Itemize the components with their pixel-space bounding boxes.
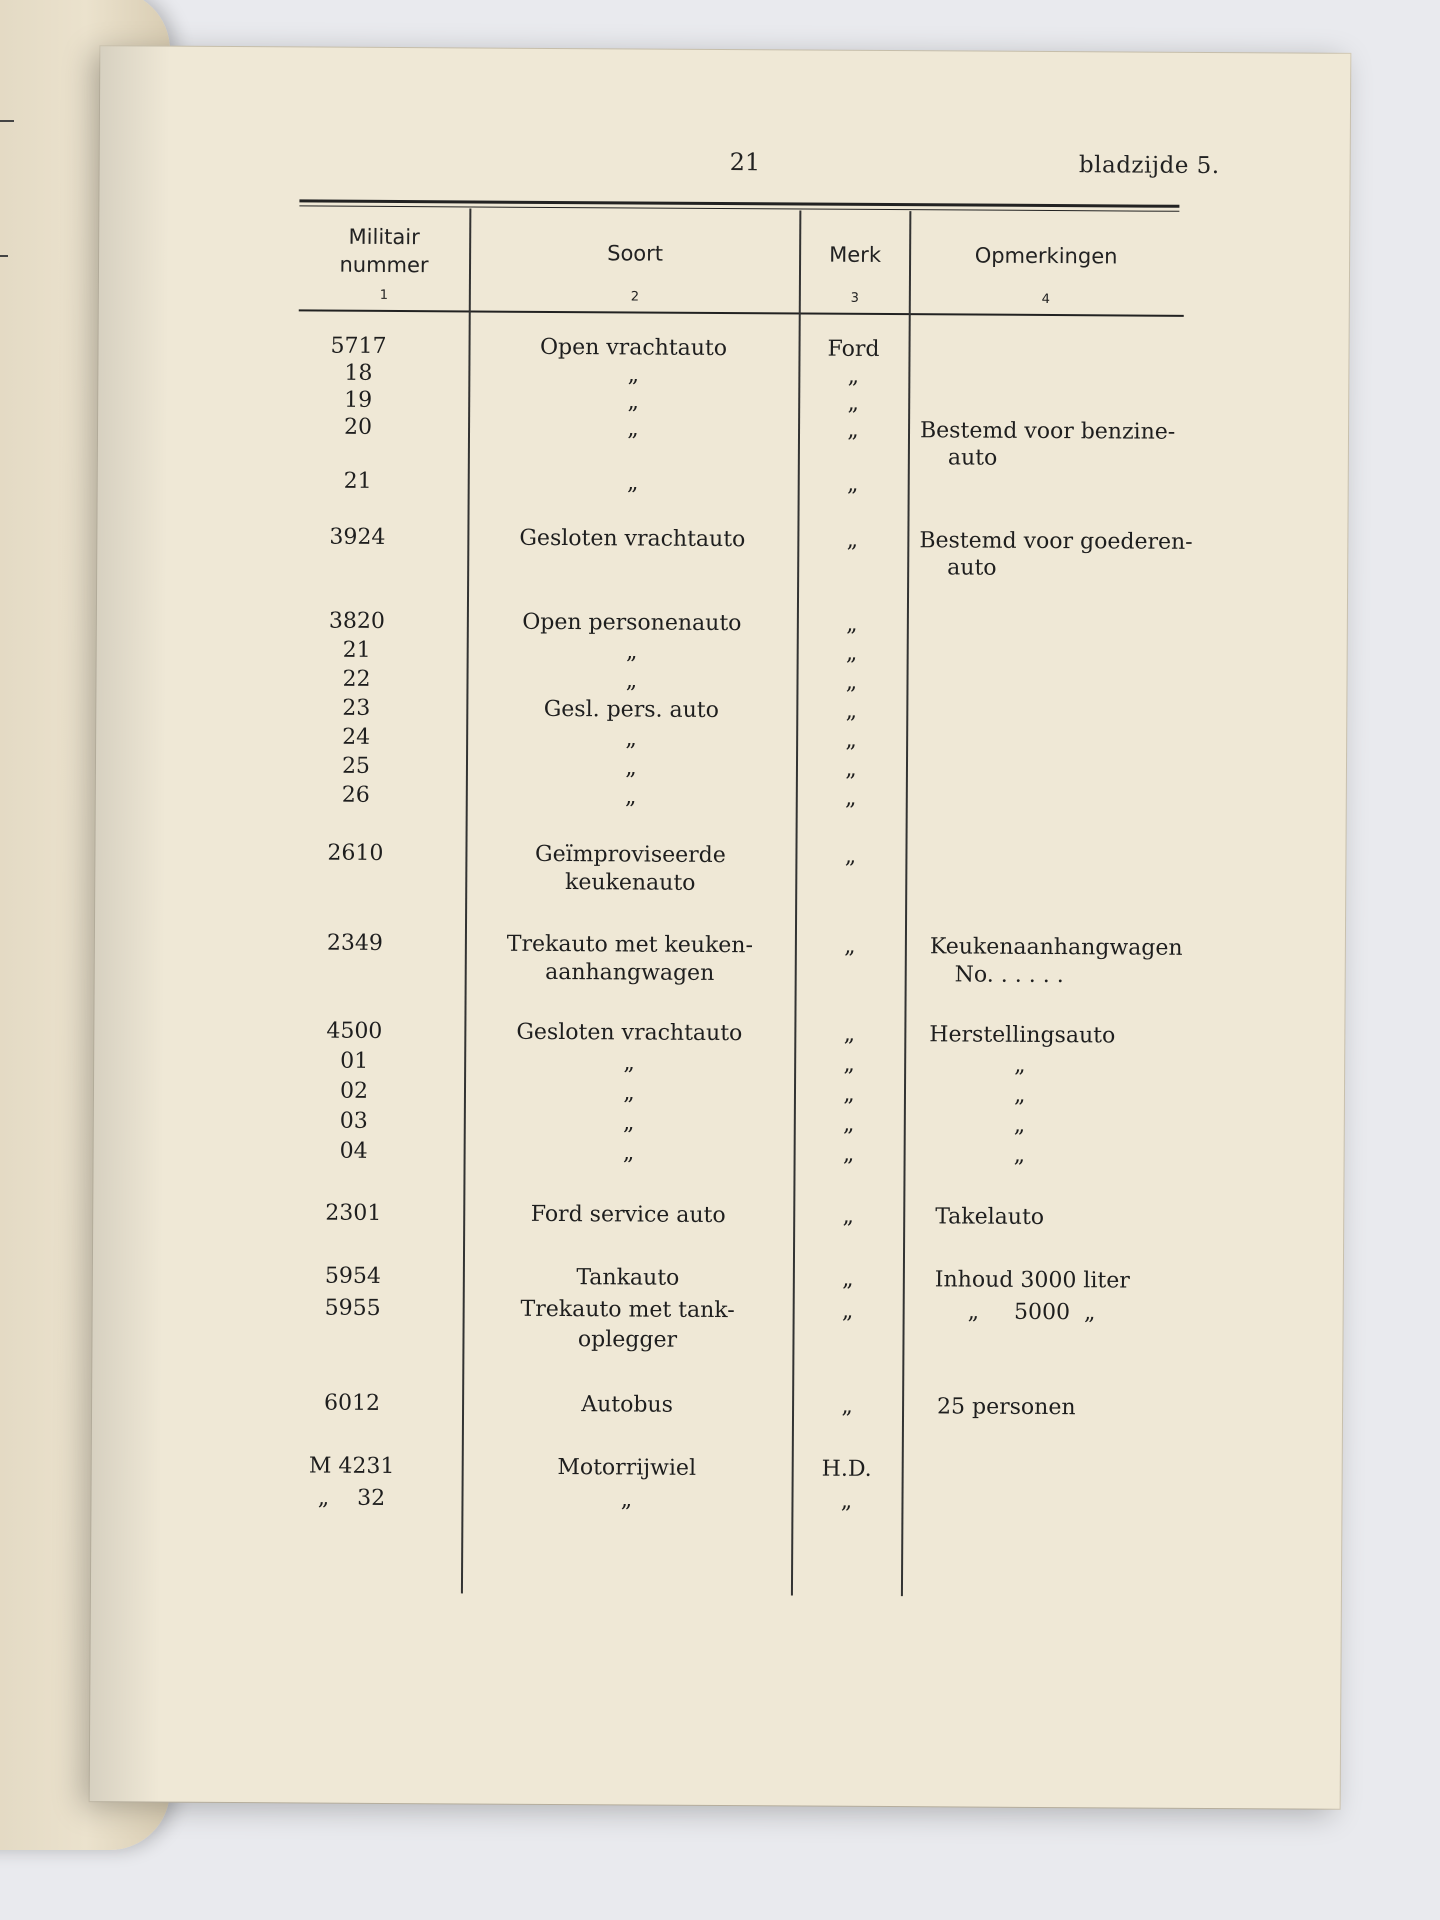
- cell-soort: Open vrachtauto: [539, 334, 728, 362]
- cell-opmerkingen: Bestemd voor goederen-: [919, 528, 1193, 555]
- cell-soort: Ford service auto: [530, 1201, 726, 1229]
- column-number: 3: [850, 290, 860, 306]
- page-number: 21: [729, 148, 761, 177]
- cell-nummer: 3924: [329, 524, 386, 550]
- cell-nummer: „ 32: [317, 1485, 386, 1511]
- cell-soort: „: [623, 1080, 635, 1106]
- cell-soort: „: [625, 755, 637, 781]
- cell-soort: Autobus: [581, 1392, 674, 1418]
- cell-soort: „: [627, 416, 639, 442]
- cell-merk: „: [843, 1051, 855, 1077]
- cell-soort: „: [625, 668, 638, 694]
- cell-nummer: 25: [341, 753, 371, 779]
- cell-soort: Gesloten vrachtauto: [516, 1019, 743, 1047]
- cell-soort: „: [627, 389, 639, 415]
- cell-nummer: 24: [342, 724, 371, 750]
- cell-merk: „: [845, 756, 857, 782]
- cell-soort: „: [625, 784, 637, 810]
- cell-nummer: 22: [342, 666, 371, 692]
- cell-merk: „: [847, 363, 860, 389]
- cell-merk: „: [845, 698, 858, 724]
- header-soort: Soort: [607, 241, 664, 266]
- cell-opmerkingen: Takelauto: [935, 1204, 1045, 1230]
- document-page: [90, 46, 1351, 1809]
- cell-merk: „: [845, 640, 858, 666]
- cell-merk: „: [843, 1081, 855, 1107]
- cell-soort: Tankauto: [576, 1265, 680, 1291]
- cell-soort: „: [626, 470, 639, 496]
- cell-nummer: 2610: [327, 840, 384, 866]
- cell-soort: Trekauto met tank-: [520, 1296, 735, 1324]
- cell-merk: „: [845, 785, 857, 811]
- cell-merk: „: [843, 1111, 855, 1137]
- column-number: 4: [1041, 291, 1051, 308]
- table-row: [95, 928, 1345, 989]
- cell-opmerkingen: 25 personen: [936, 1394, 1076, 1421]
- cell-soort: „: [627, 362, 640, 388]
- cell-soort: „: [622, 1140, 635, 1166]
- cell-soort: „: [625, 726, 637, 752]
- cell-soort-cont: aanhangwagen: [545, 959, 715, 986]
- header-title: nummer: [339, 252, 429, 278]
- cell-merk: „: [842, 1266, 854, 1292]
- cell-nummer: 2349: [326, 930, 383, 956]
- cell-soort: „: [623, 1110, 635, 1136]
- table-row: [94, 1016, 1344, 1049]
- cell-nummer: 23: [342, 695, 371, 721]
- page-reference: bladzijde 5.: [1078, 152, 1220, 180]
- cell-nummer: 19: [344, 387, 373, 413]
- cell-merk: „: [840, 1488, 853, 1514]
- cell-soort: Gesl. pers. auto: [543, 696, 719, 723]
- header-opmerkingen: Opmerkingen: [974, 243, 1118, 269]
- page-mark: [0, 120, 14, 122]
- cell-merk: „: [845, 669, 858, 695]
- table-row: [97, 606, 1347, 637]
- cell-merk: „: [847, 390, 859, 416]
- cell-soort: Motorrijwiel: [557, 1455, 697, 1481]
- cell-nummer: 5955: [324, 1295, 381, 1321]
- cell-opmerkingen: Inhoud 3000 liter: [934, 1267, 1130, 1294]
- header-rule: [299, 309, 1184, 316]
- cell-nummer: M 4231: [308, 1453, 395, 1480]
- column-number: 2: [630, 289, 640, 305]
- cell-soort-cont: oplegger: [577, 1327, 678, 1353]
- cell-nummer: 2301: [325, 1200, 382, 1226]
- cell-nummer: 01: [340, 1048, 369, 1074]
- cell-nummer: 5717: [330, 333, 387, 359]
- cell-soort-cont: keukenauto: [564, 870, 696, 896]
- cell-opmerkingen: „ 5000 „: [967, 1299, 1096, 1326]
- cell-nummer: 18: [344, 360, 373, 386]
- cell-opmerkingen: Herstellingsauto: [929, 1022, 1116, 1049]
- cell-soort: „: [620, 1487, 633, 1513]
- cell-merk: „: [841, 1393, 853, 1419]
- table-row: [93, 1261, 1343, 1294]
- cell-nummer: 5954: [324, 1263, 381, 1289]
- column-number: 1: [379, 287, 389, 303]
- header-merk: Merk: [829, 242, 882, 267]
- cell-soort: „: [623, 1050, 635, 1076]
- cell-merk: „: [842, 1141, 855, 1167]
- cell-opmerkingen: Bestemd voor benzine-: [919, 418, 1176, 445]
- cell-soort: Trekauto met keuken-: [506, 931, 754, 959]
- cell-merk: „: [846, 527, 859, 553]
- cell-nummer: 4500: [326, 1018, 383, 1044]
- cell-merk: Ford: [827, 336, 880, 362]
- table-row: [99, 331, 1349, 362]
- header-militair-nummer: [299, 222, 469, 279]
- cell-opmerkingen-cont: auto: [947, 555, 997, 581]
- cell-soort: Open personenauto: [522, 609, 742, 637]
- cell-opmerkingen: „: [1013, 1082, 1026, 1108]
- cell-merk: „: [847, 417, 859, 443]
- cell-soort: „: [625, 639, 638, 665]
- cell-nummer: 20: [343, 414, 373, 440]
- cell-nummer: 03: [339, 1108, 368, 1134]
- cell-merk: „: [842, 1203, 855, 1229]
- cell-opmerkingen: „: [1013, 1142, 1026, 1168]
- table-row: [93, 1198, 1343, 1230]
- table-row: [97, 522, 1347, 581]
- cell-opmerkingen-cont: No. . . . . .: [954, 962, 1064, 989]
- cell-opmerkingen: Keukenaanhangwagen: [929, 934, 1183, 961]
- cell-merk: „: [844, 843, 857, 869]
- cell-nummer: 3820: [328, 608, 385, 634]
- cell-nummer: 02: [339, 1078, 369, 1104]
- cell-merk: „: [845, 727, 857, 753]
- header-title: Militair: [348, 224, 420, 250]
- table-row: [92, 1483, 1342, 1514]
- table-row: [92, 1388, 1342, 1421]
- cell-soort: Gesloten vrachtauto: [519, 525, 746, 553]
- cell-soort: Geïmproviseerde: [534, 841, 726, 869]
- table-row: [92, 1451, 1342, 1482]
- cell-merk: „: [843, 1021, 856, 1047]
- cell-merk: H.D.: [821, 1456, 872, 1482]
- cell-nummer: 26: [341, 782, 370, 808]
- cell-opmerkingen-cont: auto: [947, 445, 998, 471]
- cell-nummer: 21: [343, 468, 372, 494]
- cell-nummer: 6012: [324, 1390, 381, 1416]
- cell-nummer: 04: [339, 1138, 368, 1164]
- cell-merk: „: [846, 611, 858, 637]
- cell-opmerkingen: „: [1013, 1112, 1026, 1138]
- table-row: [96, 838, 1346, 896]
- cell-merk: „: [846, 471, 859, 497]
- cell-merk: „: [844, 933, 856, 959]
- cell-opmerkingen: „: [1014, 1052, 1026, 1078]
- page-mark: [0, 255, 8, 257]
- cell-nummer: 21: [342, 637, 371, 663]
- cell-merk: „: [841, 1298, 854, 1324]
